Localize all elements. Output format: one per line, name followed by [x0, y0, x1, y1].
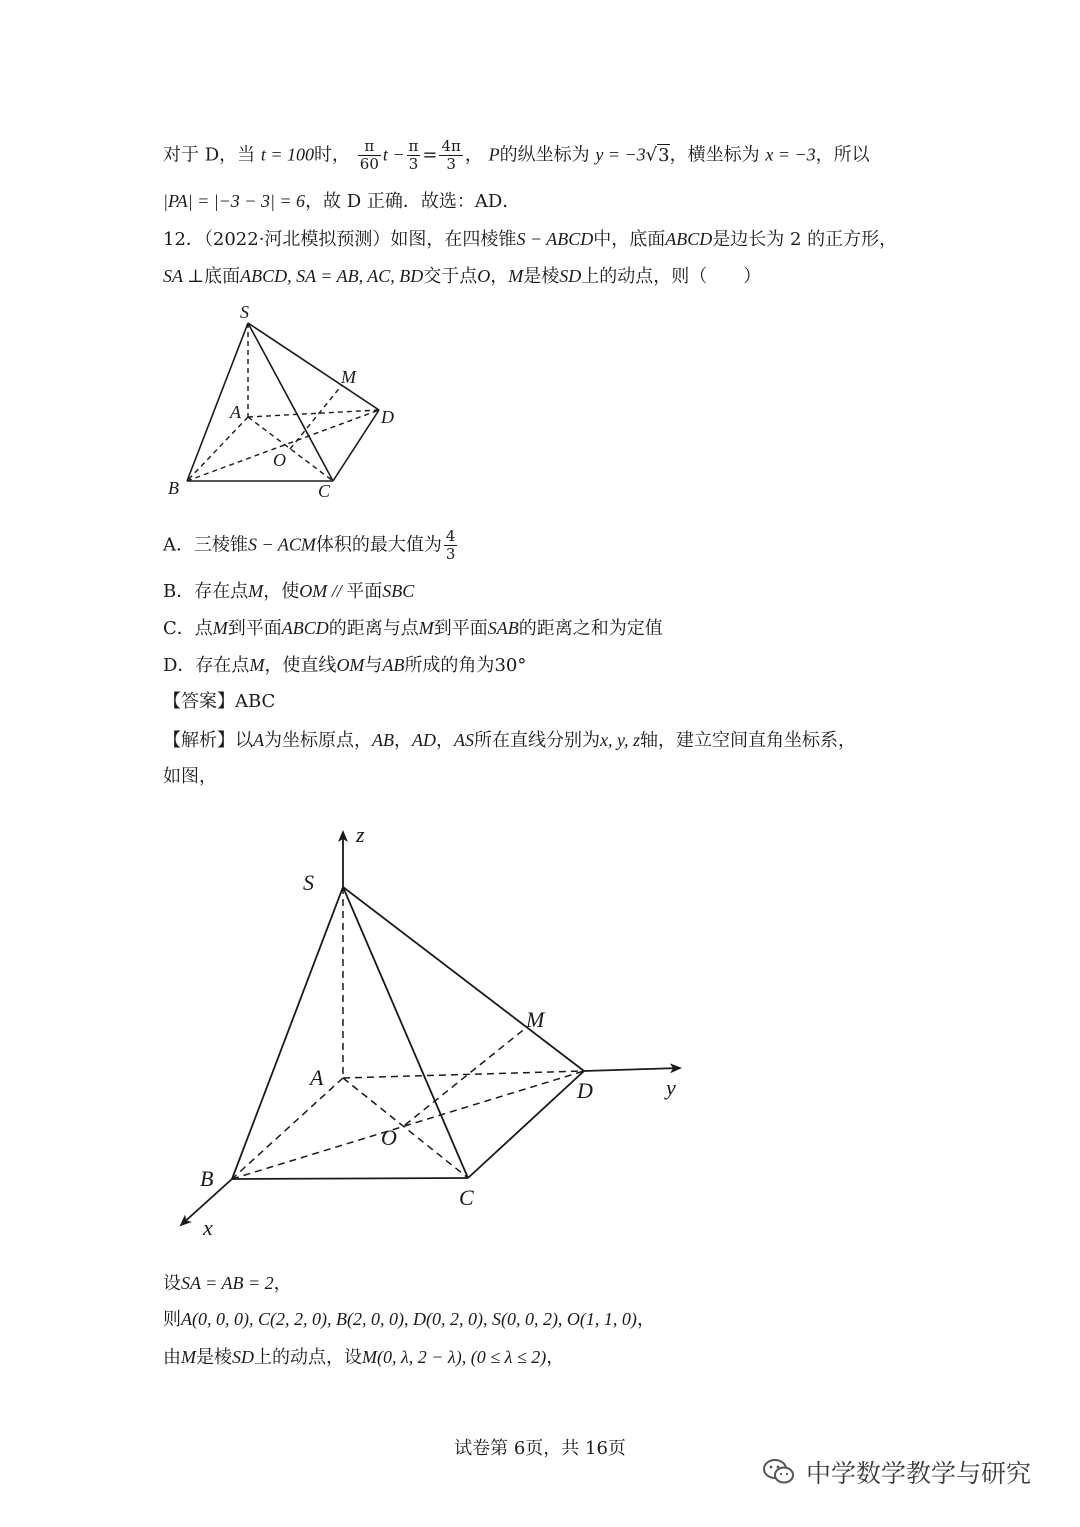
fig1-label-o: O [273, 450, 286, 470]
fig1-label-a: A [230, 402, 241, 422]
fig2-label-o: O [381, 1125, 397, 1150]
part-d-line-1: 对于 D，当 t = 100时， $\frac{\pi}{60}$ t − $\frac{\pi}{3}$ = $\frac{4\pi}{3}$ ， P的纵坐标为 y = −3√3，横坐标为 x = −3，所以 [163, 137, 870, 173]
step-3: 由M是棱SD上的动点，设M(0, λ, 2 − λ), (0 ≤ λ ≤ 2)， [163, 1347, 565, 1368]
fig2-label-y: y [666, 1075, 676, 1100]
step-2: 则A(0, 0, 0), C(2, 2, 0), B(2, 0, 0), D(0, 2, 0), S(0, 0, 2), O(1, 1, 0)， [163, 1309, 655, 1330]
answer: 【答案】ABC [163, 691, 276, 712]
pyramid-figure-coordinate [170, 815, 700, 1245]
step-1: 设SA = AB = 2， [163, 1273, 292, 1294]
analysis-line-1: 【解析】以A为坐标原点，AB，AD，AS所在直线分别为x, y, z轴，建立空间直角坐标系， [163, 730, 856, 751]
fig2-label-s: S [303, 870, 314, 895]
fraction-4pi-3: $\frac{4\pi}{3}$ [441, 137, 461, 173]
option-c: C．点M到平面ABCD的距离与点M到平面SAB的距离之和为定值 [163, 618, 663, 639]
pyramid-figure-small [160, 300, 410, 505]
analysis-line-2: 如图， [163, 766, 217, 787]
fig2-label-c: C [459, 1185, 474, 1210]
fig2-label-b: B [200, 1166, 214, 1191]
watermark-text: 中学数学教学与研究 [806, 1459, 1032, 1488]
option-d: D．存在点M，使直线OM与AB所成的角为30° [163, 655, 527, 676]
sqrt-symbol: √ [645, 144, 658, 166]
option-a: A．三棱锥S − ACM体积的最大值为 $\frac{4}{3}$ [163, 527, 456, 563]
watermark [762, 1452, 1031, 1492]
fraction-4-3: $\frac{4}{3}$ [445, 527, 456, 563]
fig2-label-x: x [203, 1215, 213, 1240]
option-b: B．存在点M，使OM // 平面SBC [163, 581, 415, 602]
fig2-label-m: M [526, 1007, 545, 1032]
fig2-label-d: D [577, 1078, 593, 1103]
fraction-pi-3: $\frac{\pi}{3}$ [408, 137, 419, 173]
fig2-label-a: A [310, 1065, 324, 1090]
fraction-pi-60: $\frac{\pi}{60}$ [359, 137, 379, 173]
fig1-label-m: M [341, 367, 356, 387]
part-d-line-2: |PA| = |−3 − 3| = 6，故 D 正确．故选：AD． [163, 191, 521, 212]
wechat-icon [762, 1457, 796, 1487]
question-12-line-1: 12．（2022·河北模拟预测）如图，在四棱锥S − ABCD中，底面ABCD是边长为 2 的正方形， [163, 229, 898, 250]
fig1-label-d: D [381, 407, 394, 427]
page-footer: 试卷第 6页，共 16页 [454, 1438, 626, 1459]
fig1-label-b: B [168, 478, 179, 498]
question-12-line-2: SA ⊥底面ABCD, SA = AB, AC, BD交于点O，M是棱SD上的动点，则（ ） [163, 266, 762, 287]
fig2-label-z: z [356, 822, 365, 847]
fig1-label-s: S [240, 302, 249, 322]
fig1-label-c: C [318, 481, 331, 501]
